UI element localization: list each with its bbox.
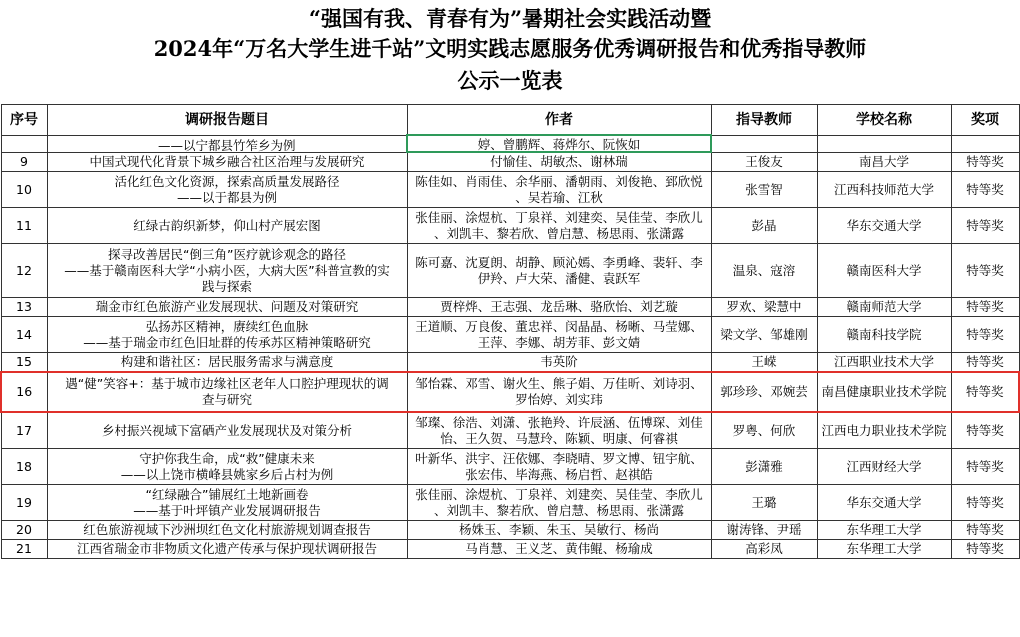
cell-title-line: 中国式现代化背景下城乡融合社区治理与发展研究 (89, 153, 365, 169)
cell-authors-line: 陈佳如、肖雨佳、余华丽、潘朝雨、刘俊艳、郅欣悦 (415, 173, 703, 189)
cell-authors (407, 412, 711, 449)
cell-no: 13 (1, 298, 47, 317)
cell-authors (407, 152, 711, 172)
cell-school: 赣南师范大学 (817, 298, 951, 317)
cell-authors-line: 付愉佳、胡敏杰、谢林瑞 (490, 154, 628, 169)
cell-title (47, 372, 407, 412)
table-row (1, 412, 1019, 449)
title-line-2: 2024年“万名大学生进千站”文明实践志愿服务优秀调研报告和优秀指导教师 (153, 36, 867, 61)
cell-teacher: 王璐 (711, 485, 817, 521)
title-line-1: “强国有我、青春有为”暑期社会实践活动暨 (308, 6, 712, 31)
table-row (1, 152, 1019, 172)
cell-title (47, 412, 407, 449)
cell-authors (407, 449, 711, 485)
cell-authors (407, 485, 711, 521)
cell-award: 特等奖 (951, 485, 1019, 521)
cell-award: 特等奖 (951, 412, 1019, 449)
cell-authors (407, 521, 711, 540)
cell-teacher: 郭珍珍、邓婉芸 (711, 372, 817, 412)
table-row (1, 449, 1019, 485)
table-row (1, 353, 1019, 373)
table-row (1, 372, 1019, 412)
header-row (1, 105, 1019, 136)
cell-title (47, 540, 407, 559)
cell-authors-line: 邹璨、徐浩、刘潇、张艳羚、许辰涵、伍博琛、刘佳 (415, 414, 703, 430)
cell-teacher: 张雪智 (711, 172, 817, 208)
cell-title: ——以宁都县竹笮乡为例 (47, 135, 407, 152)
table-row (1, 208, 1019, 244)
header-no: 序号 (1, 105, 47, 136)
cell-authors (407, 208, 711, 244)
cell-title (47, 317, 407, 353)
cell-authors-line: 马肖慧、王义芝、黄伟鲲、杨瑜成 (465, 541, 653, 556)
cell-title (47, 485, 407, 521)
partial-row (1, 135, 1019, 152)
table-row (1, 317, 1019, 353)
cell-no: 21 (1, 540, 47, 559)
cell-teacher: 温泉、寇溶 (711, 244, 817, 298)
cell-no: 20 (1, 521, 47, 540)
cell-authors-line: 陈可嘉、沈夏朗、胡静、顾沁嫣、李勇峰、裴轩、李 (415, 254, 703, 270)
cell-no: 19 (1, 485, 47, 521)
cell-teacher: 梁文学、邹雄刚 (711, 317, 817, 353)
cell-school: 江西财经大学 (817, 449, 951, 485)
cell-teacher: 高彩凤 (711, 540, 817, 559)
cell-school: 赣南医科大学 (817, 244, 951, 298)
cell-title (47, 152, 407, 172)
cell-authors-line: 叶新华、洪宇、汪依娜、李晓晴、罗文博、钮宇航、 (415, 450, 703, 466)
table-row (1, 298, 1019, 317)
cell-title-line: 乡村振兴视域下富硒产业发展现状及对策分析 (101, 422, 352, 438)
cell-no: 17 (1, 412, 47, 449)
table-row (1, 540, 1019, 559)
cell-authors-line: 伊羚、卢大荣、潘健、袁跃军 (477, 270, 641, 286)
cell-title-line: 瑞金市红色旅游产业发展现状、问题及对策研究 (95, 299, 359, 314)
cell-title (47, 208, 407, 244)
cell-authors-line: 韦英阶 (540, 354, 578, 369)
cell-title-line: 江西省瑞金市非物质文化遗产传承与保护现状调研报告 (76, 541, 377, 556)
cell-title-line: 查与研究 (201, 392, 252, 407)
cell-no: 15 (1, 353, 47, 373)
cell-school: 江西科技师范大学 (817, 172, 951, 208)
cell-no: 9 (1, 152, 47, 172)
cell-title (47, 521, 407, 540)
award-table (0, 104, 1020, 559)
header-award: 奖项 (951, 105, 1019, 136)
cell-title-line: ——以上饶市横峰县姚家乡后占村为例 (120, 466, 334, 482)
cell-authors-line: 王道顺、万良俊、董忠祥、闵晶晶、杨晰、马莹娜、 (415, 318, 703, 334)
table-row (1, 244, 1019, 298)
cell-title-line: ——以于都县为例 (176, 189, 277, 205)
cell-authors-line: 贾梓烨、王志强、龙岳琳、骆欣怡、刘艺璇 (440, 299, 678, 314)
cell-school: 南昌健康职业技术学院 (817, 372, 951, 412)
cell-no: 10 (1, 172, 47, 208)
cell-award: 特等奖 (951, 172, 1019, 208)
cell-school: 江西职业技术大学 (817, 353, 951, 373)
cell-authors (407, 372, 711, 412)
cell-authors-line: 王萍、李娜、胡芳菲、彭文婧 (477, 334, 641, 350)
cell-no: 18 (1, 449, 47, 485)
cell-title-line: ——基于瑞金市红色旧址群的传承苏区精神策略研究 (83, 334, 371, 350)
cell-authors-line: 、吴若瑜、江秋 (515, 189, 603, 205)
cell-authors: 婷、曾鹏辉、蒋烨尔、阮恢如 (407, 135, 711, 152)
cell-authors-line: 、刘凯丰、黎若欣、曾启慧、杨思雨、张潇露 (433, 502, 684, 518)
cell-authors (407, 540, 711, 559)
cell-teacher: 王嵘 (711, 353, 817, 373)
cell-authors-line: 杨姝玉、李颖、朱玉、吴敏行、杨尚 (458, 522, 659, 537)
cell-title-line: 遇“健”笑容+：基于城市边缘社区老年人口腔护理现状的调 (65, 376, 389, 391)
cell-award: 特等奖 (951, 208, 1019, 244)
cell-no: 16 (1, 372, 47, 412)
cell-title-line: 践与探索 (201, 278, 252, 294)
table-row (1, 521, 1019, 540)
cell-title-line: 红色旅游视域下沙洲坝红色文化村旅游规划调查报告 (83, 522, 371, 537)
cell-title (47, 353, 407, 373)
cell-authors-line: 张佳丽、涂煜杭、丁泉祥、刘建奕、吴佳莹、李欣儿 (415, 486, 703, 502)
header-teacher: 指导教师 (711, 105, 817, 136)
cell-title (47, 449, 407, 485)
cell-title-line: 守护你我生命，成“救”健康未来 (139, 450, 315, 466)
cell-award: 特等奖 (951, 372, 1019, 412)
cell-teacher: 罗欢、梁慧中 (711, 298, 817, 317)
cell-authors (407, 172, 711, 208)
cell-award: 特等奖 (951, 540, 1019, 559)
cell-authors (407, 353, 711, 373)
cell-title-line: ——基于赣南医科大学“小病小医，大病大医”科普宣教的实 (64, 262, 390, 278)
cell-authors (407, 298, 711, 317)
cell-teacher: 彭潇雅 (711, 449, 817, 485)
cell-authors-line: 张佳丽、涂煜杭、丁泉祥、刘建奕、吴佳莹、李欣儿 (415, 209, 703, 225)
cell-award: 特等奖 (951, 317, 1019, 353)
cell-authors (407, 244, 711, 298)
cell-school: 江西电力职业技术学院 (817, 412, 951, 449)
table-row (1, 172, 1019, 208)
cell-title (47, 244, 407, 298)
table-row (1, 485, 1019, 521)
cell-title-line: 弘扬苏区精神，赓续红色血脉 (145, 318, 309, 334)
title-line-3: 公示一览表 (457, 68, 563, 93)
cell-teacher: 罗粤、何欣 (711, 412, 817, 449)
cell-authors (407, 317, 711, 353)
cell-title (47, 298, 407, 317)
cell-authors-line: 、刘凯丰、黎若欣、曾启慧、杨思雨、张潇露 (433, 225, 684, 241)
cell-award: 特等奖 (951, 353, 1019, 373)
header-authors: 作者 (407, 105, 711, 136)
cell-no: 14 (1, 317, 47, 353)
cell-school: 南昌大学 (817, 152, 951, 172)
cell-title-line: 红绿古韵织新梦，仰山村产展宏图 (133, 217, 321, 233)
cell-teacher: 王俊友 (711, 152, 817, 172)
cell-school: 赣南科技学院 (817, 317, 951, 353)
cell-title-line: 探寻改善居民“倒三角”医疗就诊观念的路径 (108, 246, 346, 262)
cell-title (47, 172, 407, 208)
cell-school: 华东交通大学 (817, 485, 951, 521)
cell-award: 特等奖 (951, 152, 1019, 172)
header-school: 学校名称 (817, 105, 951, 136)
cell-title-line: ——基于叶坪镇产业发展调研报告 (133, 502, 321, 518)
cell-authors-line: 邹怡霖、邓雪、谢火生、熊子娟、万佳昕、刘诗羽、 (415, 376, 703, 391)
cell-authors-line: 怡、王久贺、马慧玲、陈颖、明康、何睿祺 (440, 430, 678, 446)
cell-school: 东华理工大学 (817, 521, 951, 540)
cell-award: 特等奖 (951, 449, 1019, 485)
cell-title-line: 构建和谐社区：居民服务需求与满意度 (120, 354, 334, 369)
cell-teacher: 谢涛锋、尹瑶 (711, 521, 817, 540)
cell-school: 华东交通大学 (817, 208, 951, 244)
cell-no: 11 (1, 208, 47, 244)
cell-award: 特等奖 (951, 521, 1019, 540)
cell-authors-line: 张宏伟、毕海燕、杨启哲、赵祺皓 (465, 466, 653, 482)
cell-title-line: 活化红色文化资源，探索高质量发展路径 (114, 173, 340, 189)
cell-award: 特等奖 (951, 244, 1019, 298)
header-title: 调研报告题目 (47, 105, 407, 136)
cell-award: 特等奖 (951, 298, 1019, 317)
cell-school: 东华理工大学 (817, 540, 951, 559)
cell-authors-line: 罗怡婷、刘实玮 (515, 392, 603, 407)
cell-title-line: “红绿融合”铺展红土地新画卷 (145, 486, 309, 502)
cell-teacher: 彭晶 (711, 208, 817, 244)
cell-no: 12 (1, 244, 47, 298)
